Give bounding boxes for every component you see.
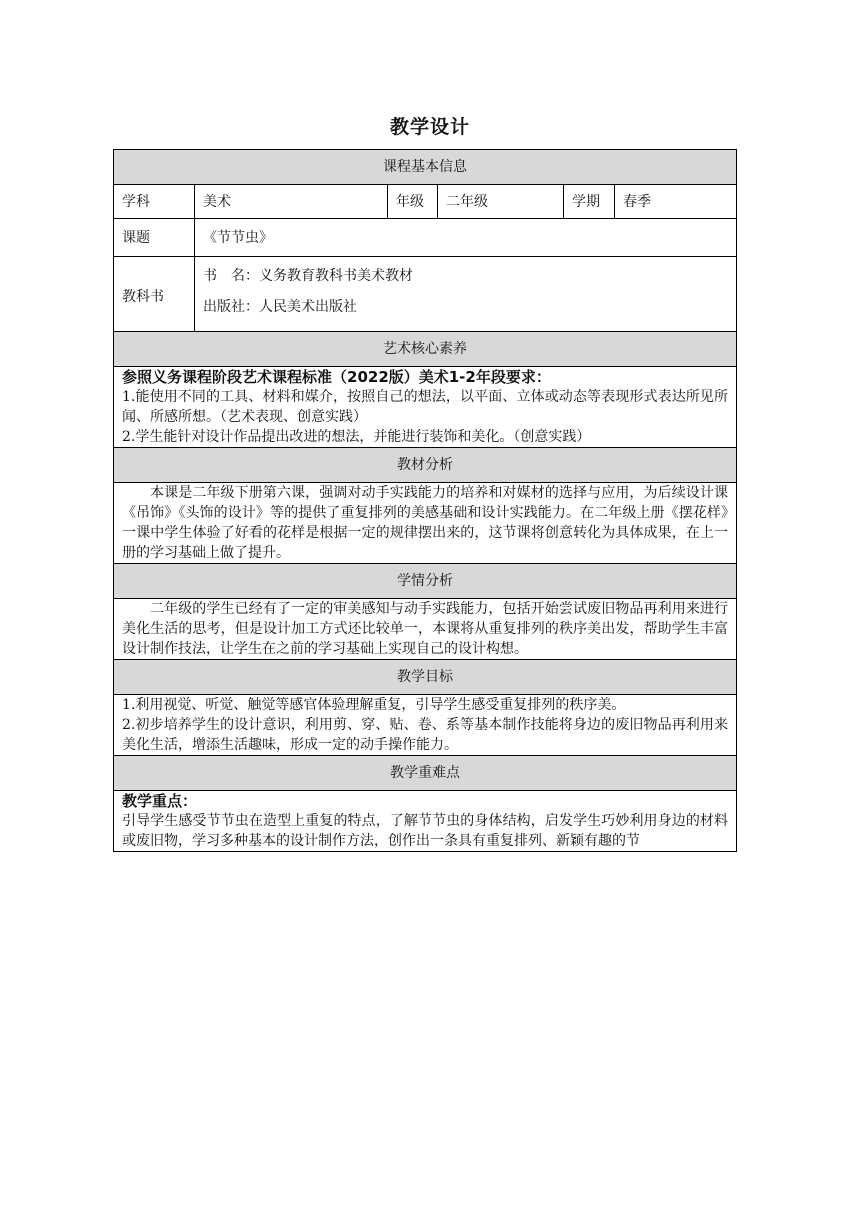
section-title: 教学重难点 [114,756,737,791]
book-name: 书 名：义务教育教科书美术教材 [203,268,413,284]
key-heading: 教学重点： [122,792,198,810]
section-header-student-analysis [114,564,737,599]
student-paragraph: 二年级的学生已经有了一定的审美感知与动手实践能力，包括开始尝试废旧物品再利用来进行美化生活的思考，但是设计加工方式还比较单一，本课将从重复排列的秩序美出发，帮助学生丰富设计制作技法，让学生在之前的学习基础上实现自己的设计构想。 [122,601,729,657]
topic-label: 课题 [114,219,195,257]
student-analysis-content [114,599,737,660]
textbook-analysis-content [114,483,737,564]
section-title: 课程基本信息 [114,150,737,185]
subject-value: 美术 [195,185,388,219]
core-heading: 参照义务课程阶段艺术课程标准（2022版）美术1-2年段要求： [122,368,551,386]
core-item-2: 2.学生能针对设计作品提出改进的想法，并能进行装饰和美化。（创意实践） [122,429,591,445]
grade-value: 二年级 [438,185,564,219]
section-header-basic-info [114,150,737,185]
book-publisher: 出版社：人民美术出版社 [203,299,357,315]
section-title: 学情分析 [114,564,737,599]
key-paragraph: 引导学生感受节节虫在造型上重复的特点，了解节节虫的身体结构，启发学生巧妙利用身边的材料或废旧物，学习多种基本的设计制作方法，创作出一条具有重复排列、新颖有趣的节 [122,813,729,849]
book-label: 教科书 [114,257,195,332]
section-header-textbook-analysis [114,448,737,483]
key-points-content [114,791,737,852]
grade-label: 年级 [388,185,438,219]
term-label: 学期 [564,185,615,219]
topic-row [114,219,737,257]
section-header-key-points [114,756,737,791]
section-header-core-literacy [114,332,737,367]
section-title: 教学目标 [114,660,737,695]
core-literacy-content [114,367,737,448]
lesson-plan-table [113,149,737,852]
info-row [114,185,737,219]
objectives-content [114,695,737,756]
page-title: 教学设计 [389,116,470,138]
objective-item-2: 2.初步培养学生的设计意识，利用剪、穿、贴、卷、系等基本制作技能将身边的废旧物品再利用来美化生活，增添生活趣味，形成一定的动手操作能力。 [122,717,729,753]
section-title: 艺术核心素养 [114,332,737,367]
textbook-row [114,257,737,332]
topic-value: 《节节虫》 [195,219,737,257]
textbook-paragraph: 本课是二年级下册第六课，强调对动手实践能力的培养和对媒材的选择与应用，为后续设计课《吊饰》《头饰的设计》等的提供了重复排列的美感基础和设计实践能力。在二年级上册《摆花样》一课中学生体验了好看的花样是根据一定的规律摆出来的，这节课将创意转化为具体成果，在上一册的学习基础上做了提升。 [122,485,729,561]
term-value: 春季 [615,185,737,219]
book-details [195,257,737,332]
section-header-objectives [114,660,737,695]
core-item-1: 1.能使用不同的工具、材料和媒介，按照自己的想法，以平面、立体或动态等表现形式表达所见所闻、所感所想。（艺术表现、创意实践） [122,389,729,425]
section-title: 教材分析 [114,448,737,483]
subject-label: 学科 [114,185,195,219]
objective-item-1: 1.利用视觉、听觉、触觉等感官体验理解重复，引导学生感受重复排列的秩序美。 [122,697,626,713]
